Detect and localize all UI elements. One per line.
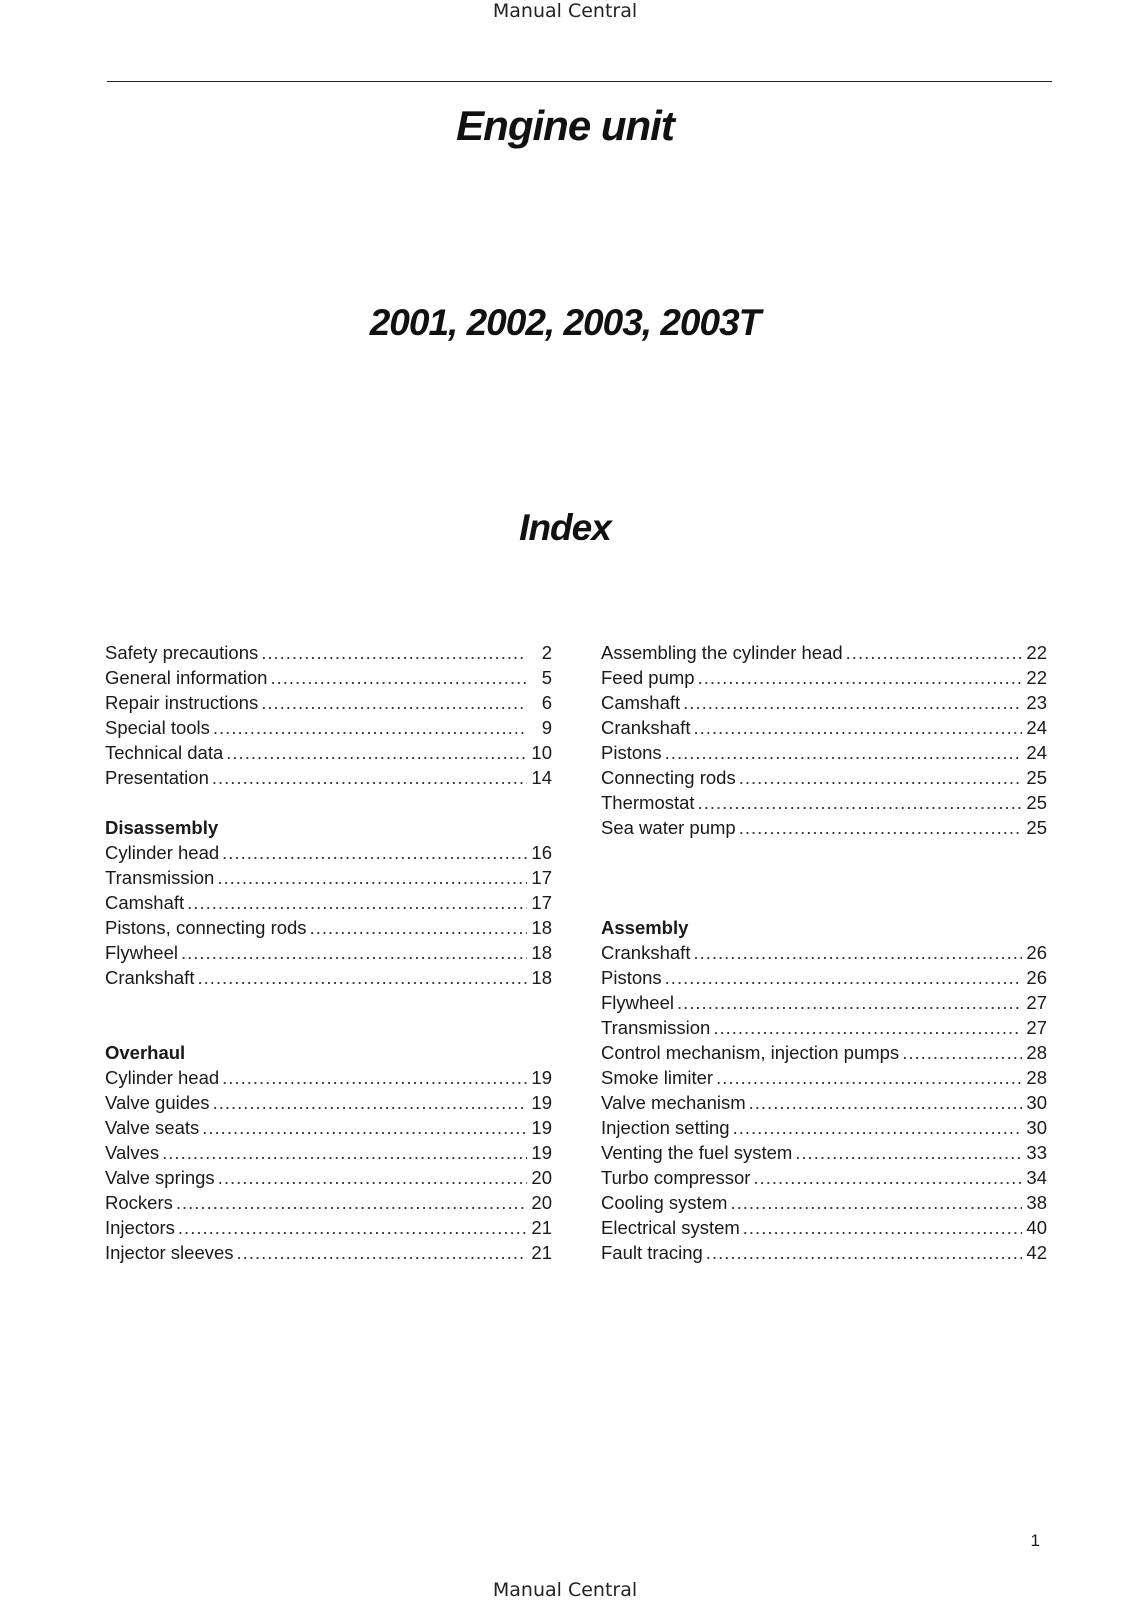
toc-group-overhaul [105, 1065, 552, 1265]
toc-entry-page: 27 [1026, 1017, 1047, 1038]
toc-entry-page: 21 [531, 1217, 552, 1238]
toc-entry[interactable] [601, 1240, 1047, 1265]
toc-entry-page: 2 [541, 642, 552, 663]
toc-entry-label: Injection setting [601, 1117, 730, 1138]
toc-entry-label: Pistons [601, 742, 662, 763]
toc-dot-leader [202, 1115, 527, 1140]
toc-entry[interactable] [601, 1140, 1047, 1165]
toc-entry-page: 19 [531, 1067, 552, 1088]
toc-dot-leader [739, 815, 1022, 840]
toc-dot-leader [237, 1240, 527, 1265]
toc-entry-label: Cylinder head [105, 1067, 220, 1088]
toc-entry-label: Smoke limiter [601, 1067, 714, 1088]
toc-entry-label: Injector sleeves [105, 1242, 234, 1263]
page-header: Manual Central [492, 0, 638, 22]
toc-entry-label: Valve springs [105, 1167, 215, 1188]
toc-dot-leader [730, 1190, 1022, 1215]
model-numbers: 2001, 2002, 2003, 2003T [369, 302, 761, 343]
toc-entry-label: Valve seats [105, 1117, 200, 1138]
toc-entry[interactable] [601, 1215, 1047, 1240]
toc-entry-page: 18 [531, 917, 552, 938]
toc-entry-label: Crankshaft [105, 967, 195, 988]
toc-dot-leader [733, 1115, 1022, 1140]
toc-entry-label: Connecting rods [601, 767, 736, 788]
toc-entry[interactable] [105, 890, 552, 915]
toc-entry[interactable] [105, 1115, 552, 1140]
toc-entry[interactable] [601, 1040, 1047, 1065]
toc-spacer [105, 790, 552, 815]
toc-entry[interactable] [601, 940, 1047, 965]
toc-entry-label: Valves [105, 1142, 160, 1163]
toc-entry-page: 30 [1026, 1092, 1047, 1113]
toc-entry[interactable] [105, 1140, 552, 1165]
toc-entry[interactable] [105, 1165, 552, 1190]
toc-entry[interactable] [601, 765, 1047, 790]
toc-entry-page: 9 [541, 717, 552, 738]
toc-entry-page: 20 [531, 1192, 552, 1213]
toc-entry-label: Camshaft [105, 892, 185, 913]
toc-entry[interactable] [105, 665, 552, 690]
toc-dot-leader [218, 1165, 527, 1190]
toc-spacer [105, 990, 552, 1040]
toc-dot-leader [226, 740, 527, 765]
toc-entry-page: 21 [531, 1242, 552, 1263]
toc-dot-leader [176, 1190, 527, 1215]
toc-entry-page: 33 [1026, 1142, 1047, 1163]
index-heading: Index [519, 507, 611, 548]
toc-dot-leader [261, 640, 527, 665]
toc-entry[interactable] [105, 1065, 552, 1090]
toc-entry[interactable] [105, 1240, 552, 1265]
toc-entry-label: Pistons [601, 967, 662, 988]
toc-entry-page: 24 [1026, 717, 1047, 738]
toc-entry[interactable] [601, 1065, 1047, 1090]
toc-entry-page: 10 [531, 742, 552, 763]
toc-dot-leader [222, 840, 527, 865]
toc-entry[interactable] [105, 1090, 552, 1115]
toc-entry[interactable] [105, 715, 552, 740]
toc-entry-page: 19 [531, 1092, 552, 1113]
toc-entry[interactable] [601, 965, 1047, 990]
toc-left-column [105, 640, 552, 1265]
toc-entry-page: 6 [541, 692, 552, 713]
toc-entry-label: Flywheel [601, 992, 674, 1013]
toc-entry[interactable] [601, 640, 1047, 665]
toc-entry[interactable] [601, 815, 1047, 840]
toc-entry-page: 40 [1026, 1217, 1047, 1238]
toc-right-column [601, 640, 1047, 1265]
toc-entry-page: 20 [531, 1167, 552, 1188]
toc-entry[interactable] [601, 715, 1047, 740]
toc-entry-page: 28 [1026, 1067, 1047, 1088]
toc-entry-page: 17 [531, 892, 552, 913]
toc-entry-label: Feed pump [601, 667, 695, 688]
toc-dot-leader [222, 1065, 527, 1090]
toc-dot-leader [713, 1015, 1022, 1040]
toc-entry[interactable] [601, 990, 1047, 1015]
toc-dot-leader [716, 1065, 1022, 1090]
toc-section-assembly: Assembly [601, 917, 689, 938]
page-number: 1 [1030, 1531, 1040, 1550]
toc-entry-label: Assembling the cylinder head [601, 642, 843, 663]
toc-dot-leader [706, 1240, 1022, 1265]
header-divider [107, 81, 1052, 82]
toc-dot-leader [743, 1215, 1022, 1240]
toc-entry-label: Thermostat [601, 792, 695, 813]
toc-entry[interactable] [601, 665, 1047, 690]
toc-entry[interactable] [601, 1165, 1047, 1190]
toc-entry-label: Flywheel [105, 942, 178, 963]
toc-dot-leader [181, 940, 527, 965]
toc-entry[interactable] [105, 640, 552, 665]
toc-entry-page: 26 [1026, 967, 1047, 988]
toc-entry-page: 25 [1026, 792, 1047, 813]
toc-dot-leader [683, 690, 1022, 715]
toc-entry-label: Valve mechanism [601, 1092, 746, 1113]
toc-entry-label: Pistons, connecting rods [105, 917, 307, 938]
toc-entry-label: Sea water pump [601, 817, 736, 838]
toc-dot-leader [162, 1140, 527, 1165]
toc-entry-page: 22 [1026, 667, 1047, 688]
toc-entry[interactable] [601, 690, 1047, 715]
toc-dot-leader [217, 865, 527, 890]
toc-entry-page: 38 [1026, 1192, 1047, 1213]
toc-entry-page: 18 [531, 942, 552, 963]
toc-dot-leader [693, 715, 1022, 740]
toc-entry-label: Technical data [105, 742, 224, 763]
toc-entry-label: Presentation [105, 767, 209, 788]
toc-dot-leader [197, 965, 527, 990]
toc-entry-label: General information [105, 667, 268, 688]
toc-entry-page: 16 [531, 842, 552, 863]
toc-dot-leader [693, 940, 1022, 965]
toc-entry[interactable] [105, 965, 552, 990]
toc-entry[interactable] [105, 740, 552, 765]
toc-entry-label: Safety precautions [105, 642, 259, 663]
toc-dot-leader [213, 1090, 527, 1115]
toc-entry-label: Venting the fuel system [601, 1142, 793, 1163]
toc-entry-label: Turbo compressor [601, 1167, 751, 1188]
toc-dot-leader [698, 665, 1022, 690]
toc-entry-page: 26 [1026, 942, 1047, 963]
toc-dot-leader [187, 890, 527, 915]
document-title: Engine unit [456, 102, 674, 149]
toc-group-overhaul-continued [601, 640, 1047, 840]
toc-entry-label: Special tools [105, 717, 210, 738]
toc-dot-leader [739, 765, 1022, 790]
toc-entry-page: 25 [1026, 767, 1047, 788]
toc-entry-page: 5 [541, 667, 552, 688]
toc-group-disassembly [105, 840, 552, 990]
toc-spacer [601, 840, 1047, 915]
toc-dot-leader [902, 1040, 1022, 1065]
toc-entry-label: Fault tracing [601, 1242, 703, 1263]
toc-entry[interactable] [105, 765, 552, 790]
toc-entry[interactable] [105, 940, 552, 965]
toc-dot-leader [665, 740, 1022, 765]
toc-entry-label: Control mechanism, injection pumps [601, 1042, 900, 1063]
toc-entry-page: 24 [1026, 742, 1047, 763]
toc-dot-leader [665, 965, 1022, 990]
toc-entry-page: 18 [531, 967, 552, 988]
toc-entry[interactable] [601, 1090, 1047, 1115]
toc-entry[interactable] [601, 1115, 1047, 1140]
toc-section-overhaul: Overhaul [105, 1042, 186, 1063]
toc-dot-leader [261, 690, 527, 715]
toc-entry[interactable] [105, 865, 552, 890]
toc-group-assembly [601, 940, 1047, 1265]
toc-section-disassembly: Disassembly [105, 817, 219, 838]
toc-entry-label: Rockers [105, 1192, 173, 1213]
toc-entry-label: Cylinder head [105, 842, 220, 863]
toc-dot-leader [698, 790, 1022, 815]
toc-entry[interactable] [601, 740, 1047, 765]
toc-dot-leader [753, 1165, 1022, 1190]
toc-dot-leader [178, 1215, 527, 1240]
toc-entry-label: Transmission [105, 867, 215, 888]
toc-entry-page: 23 [1026, 692, 1047, 713]
toc-entry[interactable] [105, 1215, 552, 1240]
toc-entry-label: Crankshaft [601, 717, 691, 738]
toc-dot-leader [270, 665, 527, 690]
toc-dot-leader [749, 1090, 1022, 1115]
toc-entry-page: 14 [531, 767, 552, 788]
toc-entry[interactable] [105, 915, 552, 940]
toc-entry-page: 28 [1026, 1042, 1047, 1063]
toc-entry-page: 27 [1026, 992, 1047, 1013]
toc-entry-label: Crankshaft [601, 942, 691, 963]
toc-entry-label: Repair instructions [105, 692, 259, 713]
toc-dot-leader [213, 715, 527, 740]
toc-entry-page: 30 [1026, 1117, 1047, 1138]
page-footer: Manual Central [492, 1579, 638, 1601]
toc-entry-page: 17 [531, 867, 552, 888]
toc-entry-page: 19 [531, 1117, 552, 1138]
toc-entry-label: Electrical system [601, 1217, 740, 1238]
toc-entry[interactable] [601, 1015, 1047, 1040]
toc-entry-label: Cooling system [601, 1192, 728, 1213]
toc-dot-leader [846, 640, 1022, 665]
toc-group-general [105, 640, 552, 790]
toc-entry[interactable] [105, 840, 552, 865]
toc-entry-label: Transmission [601, 1017, 711, 1038]
toc-dot-leader [310, 915, 527, 940]
toc-dot-leader [795, 1140, 1022, 1165]
toc-dot-leader [212, 765, 527, 790]
toc-entry-label: Camshaft [601, 692, 681, 713]
toc-entry[interactable] [601, 790, 1047, 815]
toc-dot-leader [677, 990, 1022, 1015]
toc-entry[interactable] [601, 1190, 1047, 1215]
toc-entry-page: 22 [1026, 642, 1047, 663]
toc-entry-page: 19 [531, 1142, 552, 1163]
toc-entry-label: Valve guides [105, 1092, 210, 1113]
toc-entry-page: 25 [1026, 817, 1047, 838]
toc-entry[interactable] [105, 690, 552, 715]
toc-entry-page: 34 [1026, 1167, 1047, 1188]
toc-entry-page: 42 [1026, 1242, 1047, 1263]
toc-entry[interactable] [105, 1190, 552, 1215]
toc-entry-label: Injectors [105, 1217, 175, 1238]
